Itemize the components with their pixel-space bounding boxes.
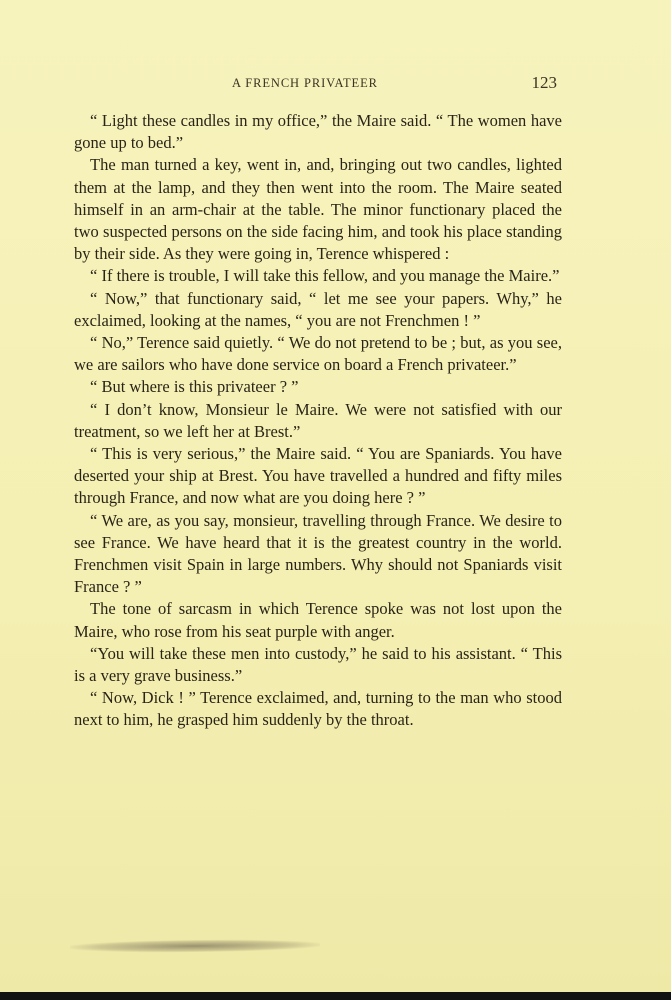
paragraph-11: “You will take these men into custody,” he said to his assistant. “ This is a very grave business.” (74, 643, 562, 686)
paragraph-1: “ Light these candles in my office,” the Maire said. “ The women have gone up to bed.” (74, 111, 562, 153)
paragraph-7: “ I don’t know, Monsieur le Maire. We were not satisfied with our treatment, so we left her at Brest.” (74, 399, 562, 441)
paragraph-4: “ Now,” that functionary said, “ let me see your papers. Why,” he exclaimed, looking at the names, “ you are not Frenchmen ! ” (74, 288, 562, 330)
paragraph-6: “ But where is this privateer ? ” (90, 377, 299, 397)
paragraph-2: The man turned a key, went in, and, bringing out two candles, lighted them at the lamp, and they then went into the room. The Maire seated himself in an arm-chair at the table. The minor functionary placed the two suspected persons on the side facing him, and took his place standing by their side. As they were going in, Terence whispered : (74, 155, 562, 264)
running-title: A FRENCH PRIVATEER (232, 76, 378, 90)
paragraph-9: “ We are, as you say, monsieur, travelling through France. We desire to see France. We have heard that it is the greatest country in the world. Frenchmen visit Spain in large numbers. Why should not Spaniards visit France ? ” (74, 510, 562, 597)
paragraph-3: “ If there is trouble, I will take this fellow, and you manage the Maire.” (90, 266, 560, 286)
paragraph-8: “ This is very serious,” the Maire said. “ You are Spaniards. You have deserted your ship at Brest. You have travelled a hundred and fifty miles through France, and now what are you doing here ? ” (74, 444, 562, 508)
paragraph-5: “ No,” Terence said quietly. “ We do not pretend to be ; but, as you see, we are sailors who have done service on board a French privateer.” (74, 333, 562, 375)
paragraph-12: “ Now, Dick ! ” Terence exclaimed, and, turning to the man who stood next to him, he grasped him suddenly by the throat. (74, 688, 562, 730)
ink-smudge (70, 939, 320, 954)
running-head (0, 74, 671, 94)
scan-edge (0, 992, 671, 1000)
paragraph-10: The tone of sarcasm in which Terence spoke was not lost upon the Maire, who rose from his seat purple with anger. (74, 599, 562, 641)
page-number: 123 (531, 73, 557, 92)
body-text (74, 110, 562, 732)
